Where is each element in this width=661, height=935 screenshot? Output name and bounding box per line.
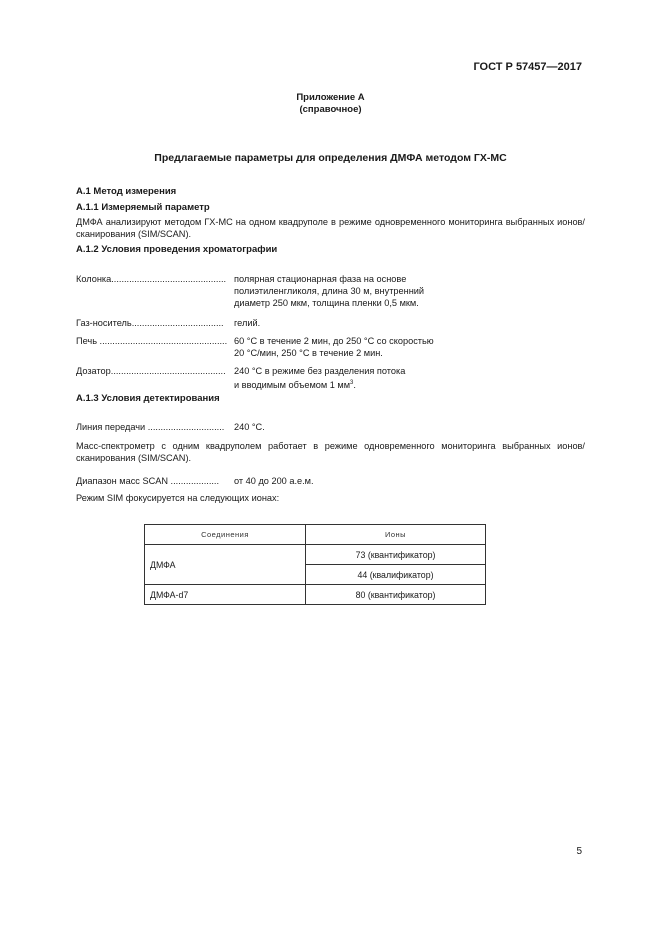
ion-cell: 44 (квалификатор) [306, 565, 486, 585]
column-label: Колонка............................................. [76, 274, 227, 284]
table-row [145, 585, 486, 605]
column-value [234, 273, 484, 309]
section-a11-paragraph: ДМФА анализируют методом ГХ-МС на одном квадруполе в режиме одновременного мониторинга выбранных ионов/сканирования (SIM/SCAN). [76, 217, 585, 239]
oven-value [234, 335, 484, 359]
ions-table [144, 524, 486, 605]
transfer-line-label: Линия передачи .............................. [76, 422, 225, 432]
column-value-line: диаметр 250 мкм, толщина пленки 0,5 мкм. [234, 298, 419, 308]
dosing-value-line [234, 377, 484, 391]
sim-mode-text: Режим SIM фокусируется на следующих ионах: [76, 493, 280, 503]
oven-value-line: 20 °С/мин, 250 °С в течение 2 мин. [234, 348, 383, 358]
compound-cell: ДМФА [145, 545, 306, 585]
page-number: 5 [576, 846, 582, 857]
table-header-row [145, 525, 486, 545]
document-title: Предлагаемые параметры для определения ДМФА методом ГХ-МС [154, 152, 507, 164]
appendix-type: (справочное) [299, 104, 362, 115]
ion-cell: 73 (квантификатор) [306, 545, 486, 565]
oven-value-line: 60 °С в течение 2 мин, до 250 °С со скоростью [234, 336, 434, 346]
section-a13-heading: А.1.3 Условия детектирования [76, 393, 220, 404]
scan-range-value: от 40 до 200 а.е.м. [234, 476, 314, 486]
dosing-value-line: 240 °С в режиме без разделения потока [234, 366, 406, 376]
compound-cell: ДМФА-d7 [145, 585, 306, 605]
dosing-volume-exponent: 3 [350, 380, 354, 386]
scan-range-label: Диапазон масс SCAN ................... [76, 476, 220, 486]
ion-cell: 80 (квантификатор) [306, 585, 486, 605]
dosing-volume-end: . [353, 380, 356, 391]
table-row [145, 545, 486, 565]
section-a11-heading: А.1.1 Измеряемый параметр [76, 202, 210, 213]
oven-label: Печь .................................................. [76, 336, 228, 346]
dosing-label: Дозатор............................................. [76, 366, 226, 376]
mass-spectrometer-text: Масс-спектрометр с одним квадруполем работает в режиме одновременного мониторинга выбранных ионов/сканирования (SIM/SCAN). [76, 441, 585, 463]
dosing-volume-text: и вводимым объемом 1 мм [234, 380, 351, 391]
column-value-line: полиэтиленгликоля, длина 30 м, внутренний [234, 286, 425, 296]
section-a12-heading: А.1.2 Условия проведения хроматографии [76, 244, 278, 255]
standard-number: ГОСТ Р 57457—2017 [473, 61, 582, 73]
section-a1-heading: А.1 Метод измерения [76, 186, 177, 197]
dosing-value [234, 365, 484, 391]
column-value-line: полярная стационарная фаза на основе [234, 274, 407, 284]
table-header-compounds: Соединения [145, 525, 306, 545]
table-header-ions: Ионы [306, 525, 486, 545]
carrier-gas-value: гелий. [234, 318, 261, 328]
transfer-line-value: 240 °С. [234, 422, 265, 432]
mass-spectrometer-paragraph [76, 440, 585, 464]
appendix-title: Приложение А [296, 92, 365, 103]
carrier-gas-label: Газ-носитель.................................... [76, 318, 224, 328]
